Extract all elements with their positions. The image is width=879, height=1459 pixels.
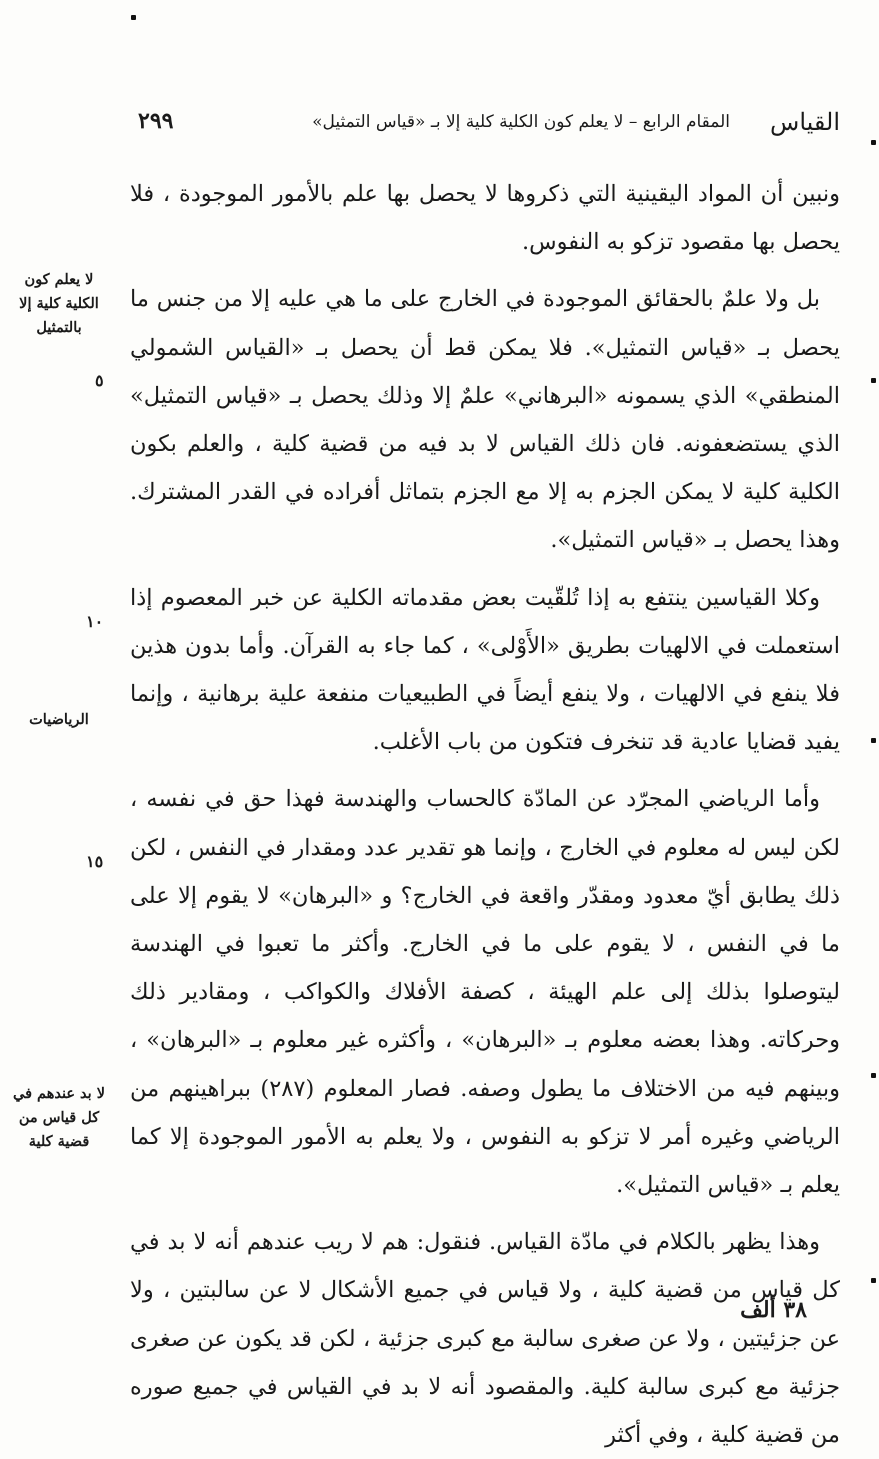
margin-note-tamthil: لا يعلم كون الكلية كلية إلا بالتمثيل [19,271,99,336]
margin-note-qadiya-kulliya: لا بد عندهم في كل قياس من قضية كلية [12,1085,105,1150]
ink-speck [131,15,136,20]
paragraph-2: بل ولا علمٌ بالحقائق الموجودة في الخارج على ما هي عليه إلا من جنس ما يحصل بـ «قياس التمثيل». فلا يمكن قط أن يحصل بـ «القياس الشمولي المنطقي» الذي يسمونه «البرهاني» علمٌ إلا وذلك يحصل بـ «قياس التمثيل» الذي يستضعفونه. فان ذلك القياس لا بد فيه من قضية كلية ، والعلم بكون الكلية كلية لا يمكن الجزم به إلا مع الجزم بتماثل أفراده في القدر المشترك. وهذا يحصل بـ «قياس التمثيل». [130,286,840,554]
paragraph-5: وهذا يظهر بالكلام في مادّة القياس. فنقول: هم لا ريب عندهم أنه لا بد في كل قياس من قضية كلية ، ولا قياس في جميع الأشكال لا عن سالبتين ، ولا عن جزئيتين ، ولا عن صغرى سالبة مع كبرى جزئية ، لكن قد يكون عن صغرى جزئية مع كبرى سالبة كلية. والمقصود أنه لا بد في القياس في جميع صوره من قضية كلية ، وفي أكثر [130,1229,840,1449]
signature-mark: ٣٨ ألف [740,1297,807,1323]
ink-speck [871,1278,876,1283]
page-number: ٢٩٩ [138,108,174,134]
running-header [130,108,840,144]
paragraph-3: وكلا القياسين ينتفع به إذا تُلقّيت بعض مقدماته الكلية عن خبر المعصوم إذا استعملت في الالهيات بطريق «الأَوْلى» ، كما جاء به القرآن. وأما بدون هذين فلا ينفع في الالهيات ، ولا ينفع أيضاً في الطبيعيات منفعة علية برهانية ، وإنما يفيد قضايا عادية قد تنخرف فتكون من باب الأغلب. [130,584,840,756]
header-section-word: القياس [770,108,840,136]
ink-speck [871,378,876,383]
line-number-15: ١٥ [86,852,104,871]
paragraph-1: ونبين أن المواد اليقينية التي ذكروها لا يحصل بها علم بالأمور الموجودة ، فلا يحصل بها مقصود تزكو به النفوس. [130,181,840,256]
line-number-5: ٥ [95,371,104,390]
margin-note-riyadiyat: الرياضيات [29,711,89,728]
main-text [130,170,840,1459]
paragraph-4: وأما الرياضي المجرّد عن المادّة كالحساب والهندسة فهذا حق في نفسه ، لكن ليس له معلوم في الخارج ، وإنما هو تقدير عدد ومقدار في النفس ، لكن ذلك يطابق أيّ معدود ومقدّر واقعة في الخارج؟ و «البرهان» لا يقوم إلا على ما في النفس ، لا يقوم على ما في الخارج. وأكثر ما تعبوا في الهندسة ليتوصلوا بذلك إلى علم الهيئة ، كصفة الأفلاك والكواكب ، ومقادير ذلك وحركاته. وهذا بعضه معلوم بـ «البرهان» ، وأكثره غير معلوم بـ «البرهان» ، وبينهم فيه من الاختلاف ما يطول وصفه. فصار المعلوم (٢٨٧) ببراهينهم من الرياضي وغيره أمر لا تزكو به النفوس ، ولا يعلم به الأمور الموجودة إلا كما يعلم بـ «قياس التمثيل». [130,786,840,1199]
line-number-10: ١٠ [86,612,104,631]
ink-speck [871,140,876,145]
ink-speck [871,1073,876,1078]
header-title: المقام الرابع – لا يعلم كون الكلية كلية إلا بـ «قياس التمثيل» [312,112,730,132]
ink-speck [871,738,876,743]
